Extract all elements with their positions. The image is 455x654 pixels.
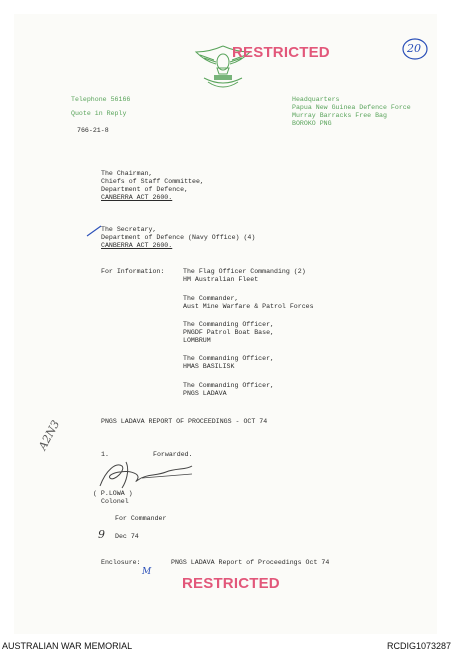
addressee-2-line-2: Department of Defence (Navy Office) (4) bbox=[101, 234, 256, 241]
signatory-name: ( P.LOWA ) bbox=[93, 490, 133, 497]
hq-line-4: BOROKO PNG bbox=[292, 120, 332, 127]
reference-number: 766-21-8 bbox=[77, 127, 109, 134]
recipient-4-line-1: The Commanding Officer, bbox=[183, 355, 275, 362]
addressee-1-line-2: Chiefs of Staff Committee, bbox=[101, 178, 204, 185]
restricted-stamp-top: RESTRICTED bbox=[232, 44, 330, 61]
recipient-1-line-2: HM Australian Fleet bbox=[183, 276, 259, 283]
recipient-5-line-2: PNGS LADAVA bbox=[183, 390, 227, 397]
recipient-5-line-1: The Commanding Officer, bbox=[183, 382, 275, 389]
paragraph-text: Forwarded. bbox=[153, 451, 193, 458]
enclosure-label: Enclosure: bbox=[101, 559, 141, 566]
for-commander: For Commander bbox=[115, 515, 167, 522]
blue-initials: M bbox=[142, 567, 152, 577]
page-number: 20 bbox=[407, 42, 421, 55]
recipient-4-line-2: HMAS BASILISK bbox=[183, 363, 235, 370]
date-rest: Dec 74 bbox=[115, 533, 139, 540]
addressee-1-line-3: Department of Defence, bbox=[101, 186, 189, 193]
restricted-stamp-bottom: RESTRICTED bbox=[182, 575, 280, 592]
hq-line-1: Headquarters bbox=[292, 96, 340, 103]
recipient-2-line-1: The Commander, bbox=[183, 295, 239, 302]
recipient-3-line-3: LOMBRUM bbox=[183, 337, 211, 344]
recipient-3-line-1: The Commanding Officer, bbox=[183, 321, 275, 328]
paragraph-number: 1. bbox=[101, 451, 109, 458]
footer-id: RCDIG1073287 bbox=[386, 641, 451, 651]
hq-line-3: Murray Barracks Free Bag bbox=[292, 112, 387, 119]
recipient-2-line-2: Aust Mine Warfare & Patrol Forces bbox=[183, 303, 314, 310]
quote-in-reply: Quote in Reply bbox=[71, 110, 127, 117]
enclosure-text: PNGS LADAVA Report of Proceedings Oct 74 bbox=[171, 559, 330, 566]
hq-line-2: Papua New Guinea Defence Force bbox=[292, 104, 411, 111]
document-page bbox=[14, 14, 437, 634]
addressee-2-line-3: CANBERRA ACT 2600. bbox=[101, 242, 173, 249]
addressee-2-line-1: The Secretary, bbox=[101, 226, 157, 233]
tick-mark-icon bbox=[86, 225, 102, 237]
recipient-3-line-2: PNGDF Patrol Boat Base, bbox=[183, 329, 275, 336]
recipient-1-line-1: The Flag Officer Commanding (2) bbox=[183, 268, 306, 275]
subject-line: PNGS LADAVA REPORT OF PROCEEDINGS - OCT 74 bbox=[101, 418, 268, 425]
margin-handwritten-note: A2N3 bbox=[36, 418, 63, 453]
footer-source: AUSTRALIAN WAR MEMORIAL bbox=[2, 641, 133, 651]
signatory-rank: Colonel bbox=[101, 498, 129, 505]
addressee-1-line-1: The Chairman, bbox=[101, 170, 153, 177]
telephone: Telephone 56166 bbox=[71, 96, 131, 103]
addressee-1-line-4: CANBERRA ACT 2600. bbox=[101, 194, 173, 201]
date-day-handwritten: 9 bbox=[98, 528, 105, 541]
for-information-label: For Information: bbox=[101, 268, 165, 275]
signature-icon bbox=[96, 460, 196, 490]
